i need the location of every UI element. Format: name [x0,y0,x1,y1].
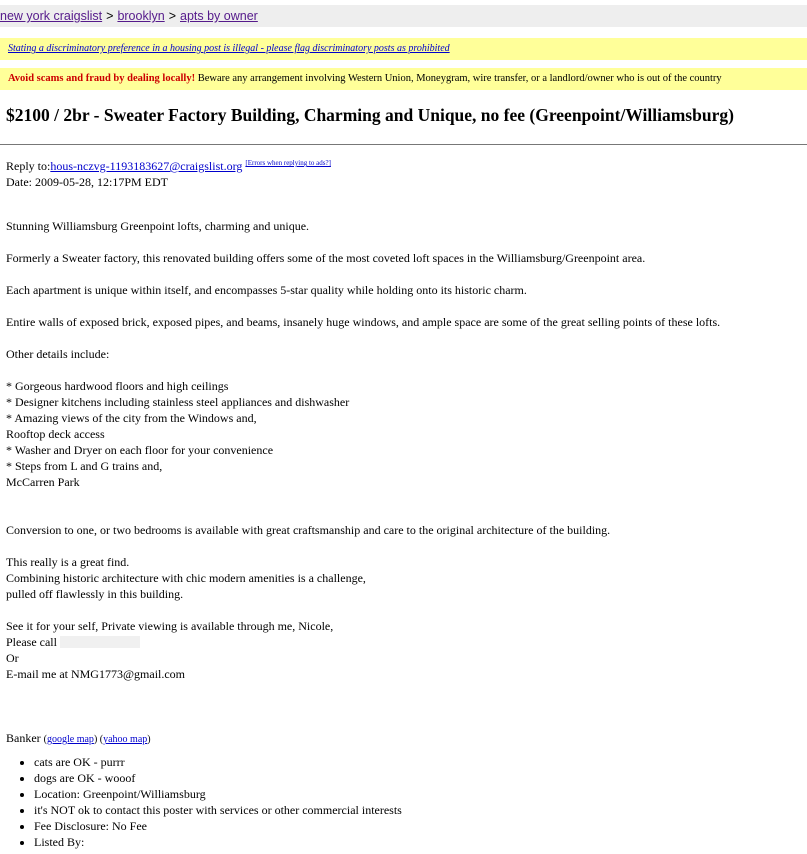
title-divider [0,144,807,145]
list-item: • dogs are OK - wooof [34,770,806,786]
body-line: Or [6,651,19,665]
list-item: • it's NOT ok to contact this poster with services or other commercial interests [34,802,806,818]
body-paragraph: Stunning Williamsburg Greenpoint lofts, charming and unique. [6,219,310,233]
attribute-list [6,754,806,850]
detail-line: Rooftop deck access [6,427,105,441]
list-item: • Fee Disclosure: No Fee [34,818,806,834]
yahoo-map-link[interactable]: yahoo map [103,734,148,745]
scam-warning-text: Beware any arrangement involving Western Union, Moneygram, wire transfer, or a landlord/owner who is out of the country [195,73,722,84]
body-paragraph: Formerly a Sweater factory, this renovated building offers some of the most coveted loft spaces in the Williamsburg/Greenpoint area. [6,251,646,265]
detail-line: * Amazing views of the city from the Windows and, [6,411,257,425]
breadcrumb-area-link[interactable]: brooklyn [117,9,165,23]
breadcrumb-site-link[interactable]: new york craigslist [0,9,103,23]
posting-body [6,218,806,850]
reply-info [6,155,331,190]
phone-number-image [60,636,140,648]
body-line: See it for your self, Private viewing is available through me, Nicole, [6,619,334,633]
call-line [6,634,806,650]
reply-email-link[interactable]: hous-nczvg-1193183627@craigslist.org [50,159,243,173]
body-paragraph: Entire walls of exposed brick, exposed pipes, and beams, insanely huge windows, and ample space are some of the great selling points of these lofts. [6,315,721,329]
call-label: Please call [6,635,57,649]
body-line: pulled off flawlessly in this building. [6,587,184,601]
discrimination-notice [0,38,807,60]
banker-label: Banker [6,731,41,745]
map-links: (google map) (yahoo map) [43,734,151,745]
breadcrumb-separator: > [168,9,176,23]
breadcrumb-category-link[interactable]: apts by owner [180,9,258,23]
list-item: • cats are OK - purrr [34,754,806,770]
detail-line: * Gorgeous hardwood floors and high ceilings [6,379,229,393]
body-paragraph: Conversion to one, or two bedrooms is available with great craftsmanship and care to the original architecture of the building. [6,523,611,537]
detail-line: * Washer and Dryer on each floor for your convenience [6,443,274,457]
detail-line: * Designer kitchens including stainless steel appliances and dishwasher [6,395,350,409]
posting-title: $2100 / 2br - Sweater Factory Building, Charming and Unique, no fee (Greenpoint/Williamsburg) [6,105,734,125]
discrimination-notice-link[interactable]: Stating a discriminatory preference in a housing post is illegal - please flag discriminatory posts as prohibited [8,43,450,54]
detail-line: McCarren Park [6,475,80,489]
body-line: Combining historic architecture with chic modern amenities is a challenge, [6,571,366,585]
reply-line [6,155,331,174]
google-map-link[interactable]: google map [47,734,94,745]
list-item: • Location: Greenpoint/Williamsburg [34,786,806,802]
scam-warning [0,68,807,90]
body-paragraph: Each apartment is unique within itself, and encompasses 5-star quality while holding onto its historic charm. [6,283,527,297]
banker-line [6,730,806,748]
body-line: This really is a great find. [6,555,130,569]
body-paragraph: Other details include: [6,347,110,361]
scam-warning-heading: Avoid scams and fraud by dealing locally! [8,73,196,84]
detail-line: * Steps from L and G trains and, [6,459,163,473]
posting-date: Date: 2009-05-28, 12:17PM EDT [6,175,168,189]
body-line: E-mail me at NMG1773@gmail.com [6,667,186,681]
reply-label: Reply to: [6,159,51,173]
breadcrumb [0,5,807,27]
reply-errors-link[interactable]: [Errors when replying to ads?] [245,159,331,167]
list-item: • Listed By: [34,834,806,850]
breadcrumb-separator: > [106,9,114,23]
